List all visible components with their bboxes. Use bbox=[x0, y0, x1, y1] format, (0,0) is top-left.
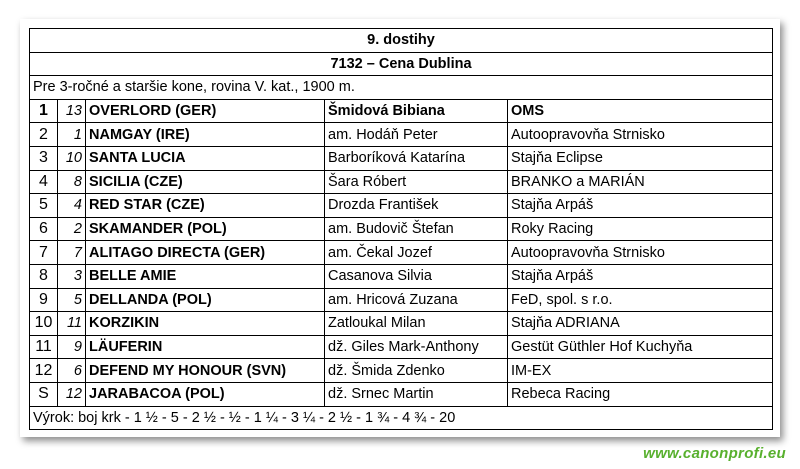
race-title: 9. dostihy bbox=[30, 29, 773, 53]
result-summary-row bbox=[30, 406, 773, 430]
table-row bbox=[30, 194, 773, 218]
table-row bbox=[30, 170, 773, 194]
rider-cell: am. Hodáň Peter bbox=[325, 123, 508, 147]
place-cell: 10 bbox=[30, 312, 58, 336]
owner-cell: OMS bbox=[508, 99, 773, 123]
horse-cell: DEFEND MY HONOUR (SVN) bbox=[86, 359, 325, 383]
place-cell: 2 bbox=[30, 123, 58, 147]
horse-cell: OVERLORD (GER) bbox=[86, 99, 325, 123]
owner-cell: Gestüt Güthler Hof Kuchyňa bbox=[508, 335, 773, 359]
place-cell: S bbox=[30, 382, 58, 406]
rider-cell: Casanova Silvia bbox=[325, 264, 508, 288]
rider-cell: Šara Róbert bbox=[325, 170, 508, 194]
owner-cell: Rebeca Racing bbox=[508, 382, 773, 406]
table-row bbox=[30, 359, 773, 383]
number-cell: 2 bbox=[58, 217, 86, 241]
owner-cell: Roky Racing bbox=[508, 217, 773, 241]
place-cell: 8 bbox=[30, 264, 58, 288]
horse-cell: SKAMANDER (POL) bbox=[86, 217, 325, 241]
number-cell: 10 bbox=[58, 146, 86, 170]
table-row bbox=[30, 99, 773, 123]
table-row bbox=[30, 312, 773, 336]
rider-cell: dž. Šmida Zdenko bbox=[325, 359, 508, 383]
owner-cell: Stajňa Eclipse bbox=[508, 146, 773, 170]
race-name: 7132 – Cena Dublina bbox=[30, 52, 773, 76]
race-name-row bbox=[30, 52, 773, 76]
number-cell: 3 bbox=[58, 264, 86, 288]
number-cell: 12 bbox=[58, 382, 86, 406]
owner-cell: Autoopravovňa Strnisko bbox=[508, 241, 773, 265]
horse-cell: NAMGAY (IRE) bbox=[86, 123, 325, 147]
number-cell: 8 bbox=[58, 170, 86, 194]
owner-cell: Stajňa ADRIANA bbox=[508, 312, 773, 336]
place-cell: 7 bbox=[30, 241, 58, 265]
place-cell: 1 bbox=[30, 99, 58, 123]
horse-cell: ALITAGO DIRECTA (GER) bbox=[86, 241, 325, 265]
table-row bbox=[30, 264, 773, 288]
horse-cell: BELLE AMIE bbox=[86, 264, 325, 288]
owner-cell: Stajňa Arpáš bbox=[508, 264, 773, 288]
place-cell: 9 bbox=[30, 288, 58, 312]
race-conditions-row bbox=[30, 76, 773, 100]
table-row bbox=[30, 382, 773, 406]
number-cell: 4 bbox=[58, 194, 86, 218]
horse-cell: RED STAR (CZE) bbox=[86, 194, 325, 218]
horse-cell: SICILIA (CZE) bbox=[86, 170, 325, 194]
number-cell: 9 bbox=[58, 335, 86, 359]
rider-cell: dž. Srnec Martin bbox=[325, 382, 508, 406]
race-conditions: Pre 3-ročné a staršie kone, rovina V. kat., 1900 m. bbox=[30, 76, 773, 100]
watermark: www.canonprofi.eu bbox=[643, 445, 786, 462]
table-row bbox=[30, 217, 773, 241]
owner-cell: Stajňa Arpáš bbox=[508, 194, 773, 218]
race-title-row bbox=[30, 29, 773, 53]
number-cell: 6 bbox=[58, 359, 86, 383]
rider-cell: am. Budovič Štefan bbox=[325, 217, 508, 241]
rider-cell: Barboríková Katarína bbox=[325, 146, 508, 170]
owner-cell: Autoopravovňa Strnisko bbox=[508, 123, 773, 147]
table-row bbox=[30, 123, 773, 147]
owner-cell: IM-EX bbox=[508, 359, 773, 383]
place-cell: 6 bbox=[30, 217, 58, 241]
rider-cell: Zatloukal Milan bbox=[325, 312, 508, 336]
horse-cell: DELLANDA (POL) bbox=[86, 288, 325, 312]
rider-cell: dž. Giles Mark-Anthony bbox=[325, 335, 508, 359]
number-cell: 13 bbox=[58, 99, 86, 123]
table-row bbox=[30, 241, 773, 265]
rider-cell: am. Čekal Jozef bbox=[325, 241, 508, 265]
place-cell: 12 bbox=[30, 359, 58, 383]
place-cell: 4 bbox=[30, 170, 58, 194]
rider-cell: Drozda František bbox=[325, 194, 508, 218]
number-cell: 11 bbox=[58, 312, 86, 336]
table-row bbox=[30, 288, 773, 312]
place-cell: 5 bbox=[30, 194, 58, 218]
number-cell: 1 bbox=[58, 123, 86, 147]
table-row bbox=[30, 335, 773, 359]
number-cell: 5 bbox=[58, 288, 86, 312]
horse-cell: KORZIKIN bbox=[86, 312, 325, 336]
rider-cell: am. Hricová Zuzana bbox=[325, 288, 508, 312]
number-cell: 7 bbox=[58, 241, 86, 265]
place-cell: 11 bbox=[30, 335, 58, 359]
owner-cell: FeD, spol. s r.o. bbox=[508, 288, 773, 312]
rider-cell: Šmidová Bibiana bbox=[325, 99, 508, 123]
race-results-table bbox=[29, 28, 773, 430]
horse-cell: JARABACOA (POL) bbox=[86, 382, 325, 406]
result-summary: Výrok: boj krk - 1 ½ - 5 - 2 ½ - ½ - 1 ¼ - 3 ¼ - 2 ½ - 1 ¾ - 4 ¾ - 20 bbox=[30, 406, 773, 430]
table-row bbox=[30, 146, 773, 170]
place-cell: 3 bbox=[30, 146, 58, 170]
horse-cell: SANTA LUCIA bbox=[86, 146, 325, 170]
owner-cell: BRANKO a MARIÁN bbox=[508, 170, 773, 194]
horse-cell: LÄUFERIN bbox=[86, 335, 325, 359]
